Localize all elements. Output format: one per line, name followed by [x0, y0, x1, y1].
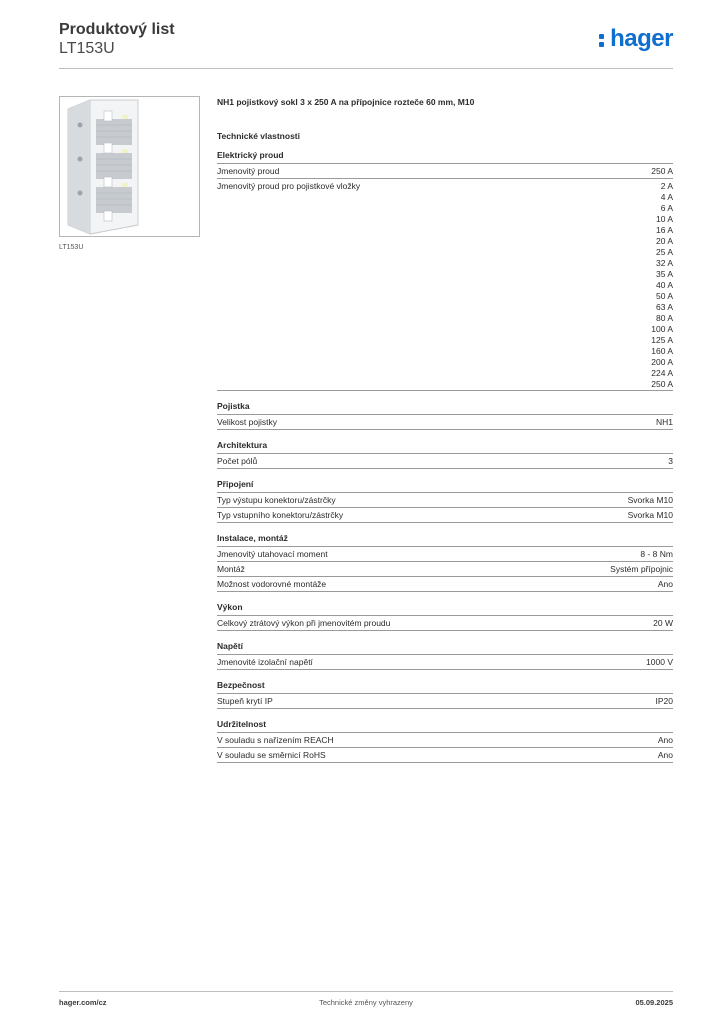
- spec-value: 25 A: [655, 247, 673, 257]
- spec-row: [217, 748, 673, 763]
- spec-row: [217, 562, 673, 577]
- spec-value: Ano: [657, 735, 673, 745]
- spec-label: Typ výstupu konektoru/zástrčky: [217, 495, 336, 505]
- spec-label: Stupeň krytí IP: [217, 696, 273, 706]
- spec-value: 80 A: [655, 313, 673, 323]
- spec-value: 125 A: [651, 335, 673, 345]
- footer-date: 05.09.2025: [635, 998, 673, 1007]
- spec-value: NH1: [655, 417, 673, 427]
- spec-group-title: Architektura: [217, 440, 673, 454]
- spec-value: Svorka M10: [627, 510, 673, 520]
- spec-value: 250 A: [651, 166, 673, 176]
- spec-value-list: [651, 179, 673, 390]
- spec-label: Typ vstupního konektoru/zástrčky: [217, 510, 344, 520]
- spec-value: 2 A: [660, 181, 673, 191]
- spec-row: [217, 164, 673, 179]
- spec-value: 10 A: [655, 214, 673, 224]
- spec-group-title: Připojení: [217, 479, 673, 493]
- fuse-base-product-image-icon: [60, 97, 199, 236]
- spec-label: Možnost vodorovné montáže: [217, 579, 327, 589]
- spec-value: 224 A: [651, 368, 673, 378]
- product-image: [59, 96, 200, 237]
- spec-value: 200 A: [651, 357, 673, 367]
- spec-row: [217, 508, 673, 523]
- spec-row: [217, 179, 673, 391]
- product-sku: LT153U: [59, 40, 115, 57]
- spec-row: [217, 733, 673, 748]
- spec-label: V souladu se směrnicí RoHS: [217, 750, 326, 760]
- spec-value: 8 - 8 Nm: [640, 549, 673, 559]
- spec-group-title: Výkon: [217, 602, 673, 616]
- spec-value: 35 A: [655, 269, 673, 279]
- spec-value: Systém přípojnic: [610, 564, 673, 574]
- spec-value: 4 A: [660, 192, 673, 202]
- spec-label: Jmenovitý proud pro pojistkové vložky: [217, 181, 361, 191]
- spec-group: [217, 641, 673, 670]
- spec-content: [217, 96, 673, 763]
- spec-row: [217, 616, 673, 631]
- spec-value: 250 A: [651, 379, 673, 389]
- spec-label: Celkový ztrátový výkon při jmenovitém proudu: [217, 618, 391, 628]
- spec-value: 6 A: [660, 203, 673, 213]
- spec-label: Jmenovité izolační napětí: [217, 657, 313, 667]
- spec-row: [217, 694, 673, 709]
- spec-value: 50 A: [655, 291, 673, 301]
- spec-group: [217, 440, 673, 469]
- header-divider: [59, 68, 673, 69]
- spec-row: [217, 493, 673, 508]
- spec-value: 20 A: [655, 236, 673, 246]
- spec-value: 40 A: [655, 280, 673, 290]
- spec-label: Montáž: [217, 564, 245, 574]
- spec-value: 100 A: [651, 324, 673, 334]
- logo-text: hager: [610, 25, 673, 52]
- hager-logo[interactable]: [599, 26, 673, 52]
- spec-group: [217, 533, 673, 592]
- spec-value: 63 A: [655, 302, 673, 312]
- spec-value: 20 W: [653, 618, 673, 628]
- spec-group-title: Instalace, montáž: [217, 533, 673, 547]
- spec-row: [217, 547, 673, 562]
- spec-group: [217, 401, 673, 430]
- spec-row: [217, 577, 673, 592]
- spec-value: Svorka M10: [627, 495, 673, 505]
- spec-value: 32 A: [655, 258, 673, 268]
- spec-groups: [217, 150, 673, 763]
- page-title: Produktový list: [59, 21, 175, 38]
- spec-group-title: Elektrický proud: [217, 150, 673, 164]
- spec-value: Ano: [657, 579, 673, 589]
- spec-row: [217, 454, 673, 469]
- spec-group: [217, 479, 673, 523]
- footer-disclaimer: Technické změny vyhrazeny: [319, 998, 413, 1007]
- tech-title: Technické vlastnosti: [217, 131, 300, 141]
- spec-value: 16 A: [655, 225, 673, 235]
- logo-mark-icon: [599, 30, 608, 48]
- spec-row: [217, 415, 673, 430]
- image-caption: LT153U: [59, 244, 84, 251]
- spec-label: Velikost pojistky: [217, 417, 277, 427]
- spec-label: V souladu s nařízením REACH: [217, 735, 334, 745]
- spec-group: [217, 680, 673, 709]
- spec-group-title: Napětí: [217, 641, 673, 655]
- footer-website-link[interactable]: hager.com/cz: [59, 998, 107, 1007]
- spec-group-title: Pojistka: [217, 401, 673, 415]
- spec-label: Počet pólů: [217, 456, 258, 466]
- spec-group-title: Bezpečnost: [217, 680, 673, 694]
- product-name: NH1 pojistkový sokl 3 x 250 A na přípojnice rozteče 60 mm, M10: [217, 97, 475, 107]
- spec-group-title: Udržitelnost: [217, 719, 673, 733]
- spec-value: Ano: [657, 750, 673, 760]
- spec-value: IP20: [655, 696, 673, 706]
- footer-divider: [59, 991, 673, 992]
- spec-value: 1000 V: [646, 657, 673, 667]
- spec-label: Jmenovitý utahovací moment: [217, 549, 328, 559]
- page-header: [59, 20, 673, 68]
- spec-group: [217, 602, 673, 631]
- spec-label: Jmenovitý proud: [217, 166, 280, 176]
- spec-value: 160 A: [651, 346, 673, 356]
- spec-row: [217, 655, 673, 670]
- spec-group: [217, 719, 673, 763]
- spec-group: [217, 150, 673, 391]
- spec-value: 3: [668, 456, 673, 466]
